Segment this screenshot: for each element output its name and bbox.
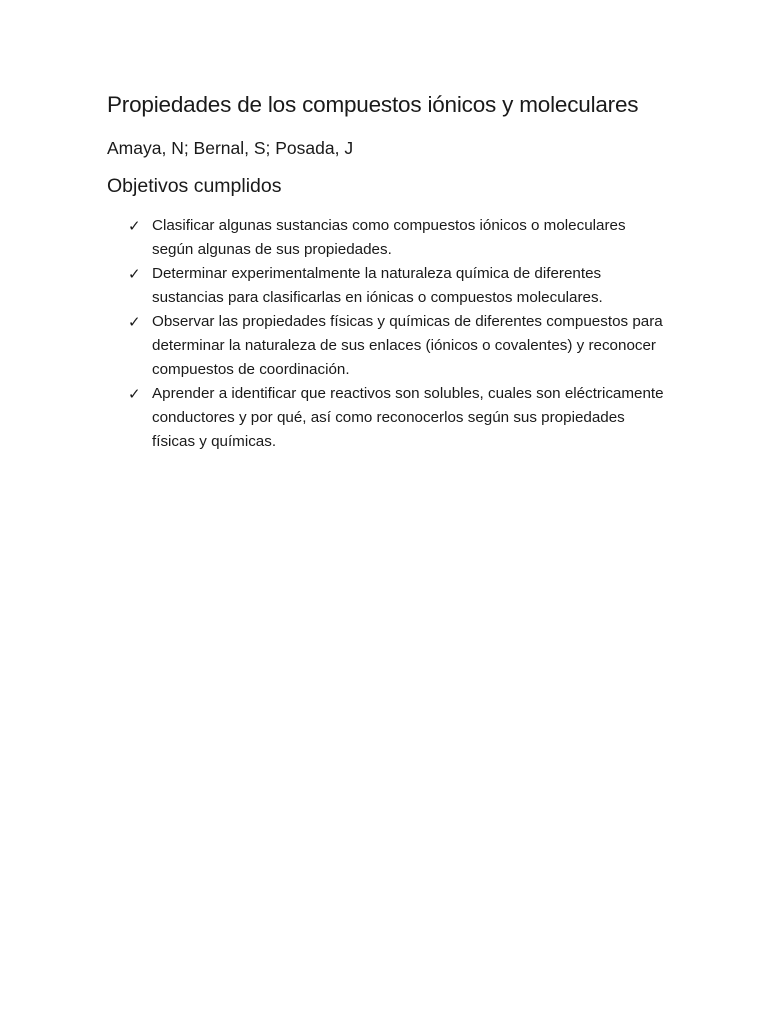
objective-text: Determinar experimentalmente la naturaleza química de diferentes sustancias para clasificarlas en iónicas o compuestos moleculares. (152, 265, 603, 306)
checkmark-icon: ✓ (128, 217, 141, 235)
objective-text: Aprender a identificar que reactivos son solubles, cuales son eléctricamente conductores y por qué, así como reconocerlos según sus propiedades físicas y químicas. (152, 385, 664, 450)
checkmark-icon: ✓ (128, 385, 141, 403)
objective-text: Clasificar algunas sustancias como compuestos iónicos o moleculares según algunas de sus propiedades. (152, 217, 626, 258)
document-authors: Amaya, N; Bernal, S; Posada, J (107, 138, 354, 158)
objective-text: Observar las propiedades físicas y químicas de diferentes compuestos para determinar la naturaleza de sus enlaces (iónicos o covalentes) y reconocer compuestos de coordinación. (152, 313, 663, 378)
list-item (128, 310, 668, 382)
document-title: Propiedades de los compuestos iónicos y moleculares (107, 92, 639, 117)
checkmark-icon: ✓ (128, 265, 141, 283)
checkmark-icon: ✓ (128, 313, 141, 331)
list-item (128, 262, 668, 310)
objectives-list (128, 214, 668, 454)
list-item (128, 382, 668, 454)
list-item (128, 214, 668, 262)
section-heading-objectives: Objetivos cumplidos (107, 175, 282, 197)
